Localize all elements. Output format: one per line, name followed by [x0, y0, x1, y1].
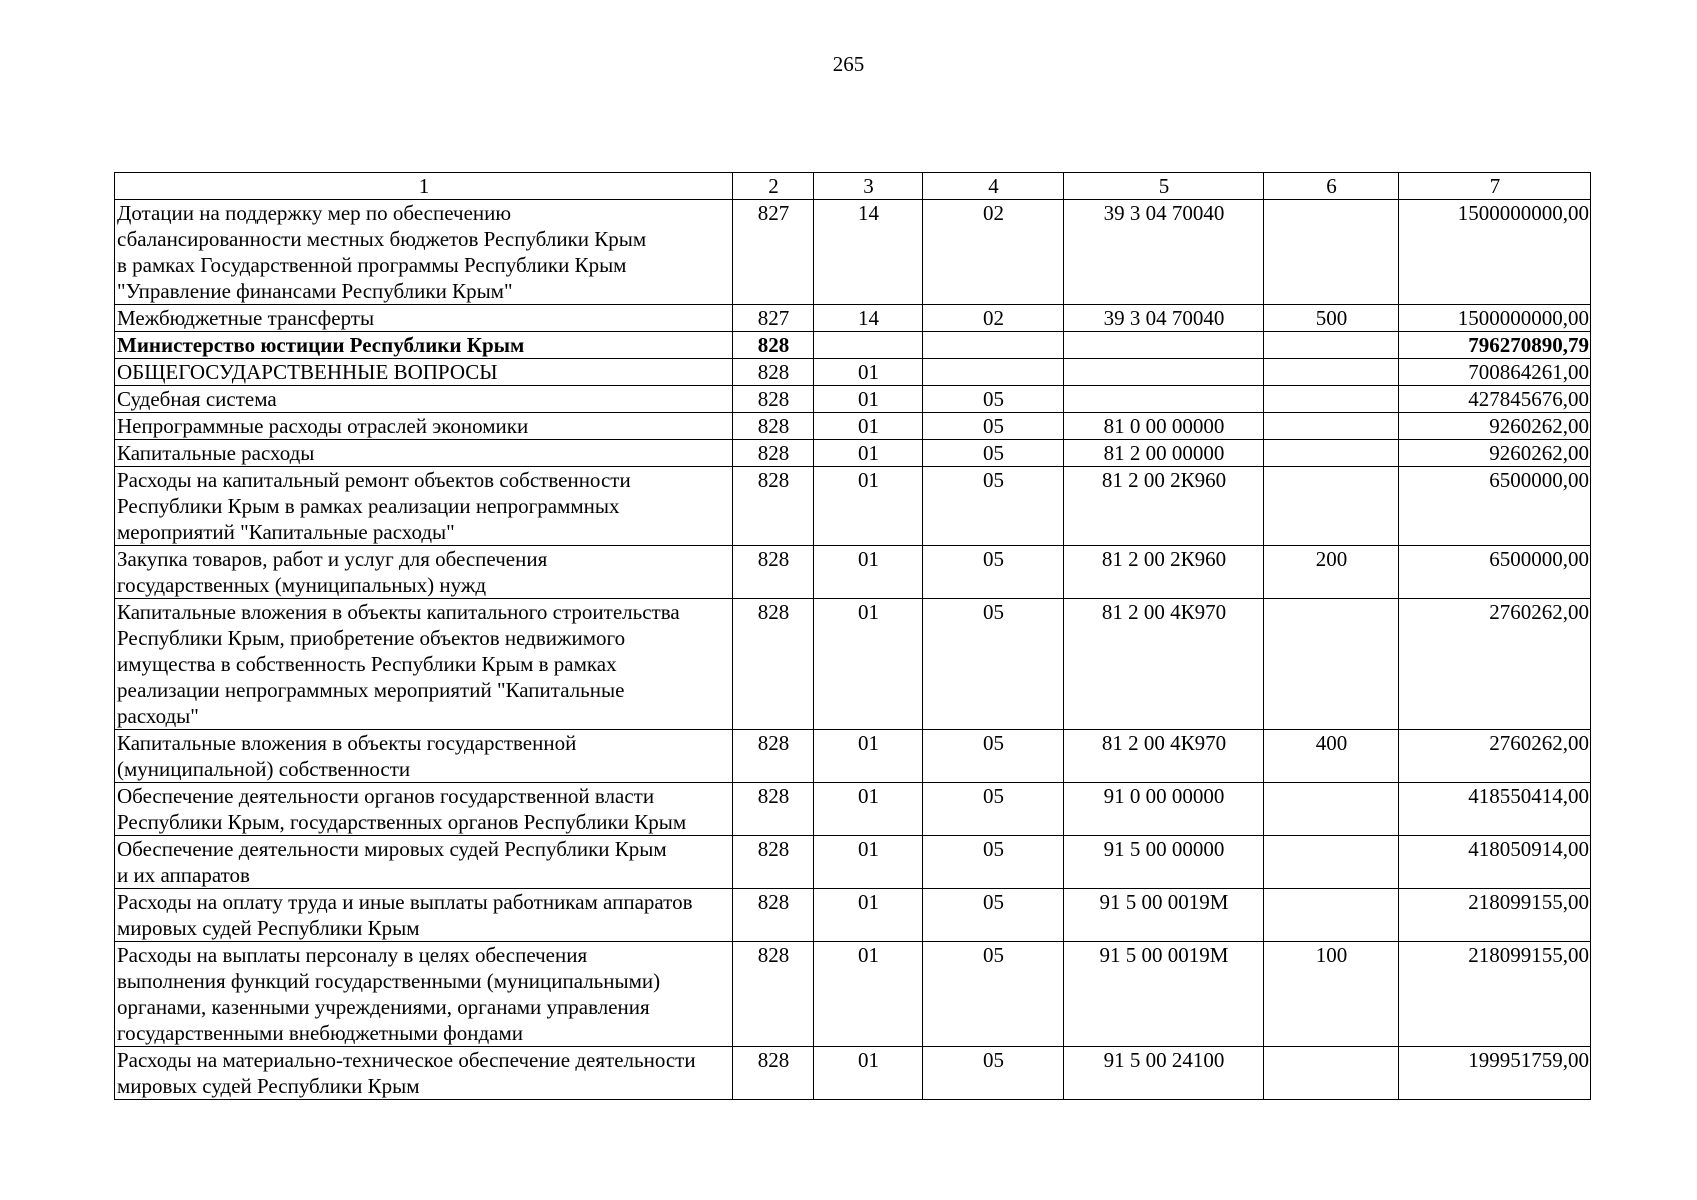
table-row: [115, 386, 1591, 413]
cell-c4: 05: [923, 440, 1064, 467]
cell-c4: [923, 332, 1064, 359]
cell-c4: 05: [923, 836, 1064, 889]
row-name-line: в рамках Государственной программы Республики Крым: [117, 253, 627, 277]
amount-cell: 9260262,00: [1399, 440, 1591, 467]
amount-cell: 2760262,00: [1399, 730, 1591, 783]
row-name-cell: [115, 783, 733, 836]
row-name-line: Расходы на материально-техническое обеспечение деятельности: [117, 1048, 696, 1072]
row-name-cell: [115, 359, 733, 386]
cell-c4: 05: [923, 413, 1064, 440]
row-name-line: Межбюджетные трансферты: [117, 306, 375, 330]
cell-c2: 828: [733, 1047, 814, 1100]
cell-c4: 05: [923, 730, 1064, 783]
table-row: [115, 730, 1591, 783]
cell-c6: 500: [1264, 305, 1399, 332]
cell-c6: 200: [1264, 546, 1399, 599]
amount-cell: 218099155,00: [1399, 942, 1591, 1047]
cell-c3: 01: [814, 889, 923, 942]
cell-c4: 05: [923, 1047, 1064, 1100]
row-name-cell: [115, 305, 733, 332]
row-name-cell: [115, 546, 733, 599]
row-name-line: имущества в собственность Республики Крым в рамках: [117, 652, 617, 676]
row-name-cell: [115, 889, 733, 942]
row-name-line: реализации непрограммных мероприятий "Капитальные: [117, 678, 625, 702]
cell-c3: [814, 332, 923, 359]
cell-c3: 01: [814, 783, 923, 836]
cell-c6: [1264, 386, 1399, 413]
amount-cell: 418050914,00: [1399, 836, 1591, 889]
table-row: [115, 413, 1591, 440]
amount-cell: 418550414,00: [1399, 783, 1591, 836]
cell-c4: 05: [923, 386, 1064, 413]
cell-c2: 828: [733, 942, 814, 1047]
row-name-line: Обеспечение деятельности мировых судей Республики Крым: [117, 837, 667, 861]
table-row: [115, 1047, 1591, 1100]
cell-c5: 81 0 00 00000: [1064, 413, 1264, 440]
row-name-cell: [115, 332, 733, 359]
row-name-cell: [115, 836, 733, 889]
row-name-line: Капитальные вложения в объекты государственной: [117, 731, 577, 755]
cell-c4: 05: [923, 783, 1064, 836]
table-row: [115, 546, 1591, 599]
cell-c6: [1264, 200, 1399, 305]
cell-c6: [1264, 889, 1399, 942]
cell-c2: 828: [733, 836, 814, 889]
cell-c4: 05: [923, 467, 1064, 546]
table-row: [115, 467, 1591, 546]
cell-c4: [923, 359, 1064, 386]
row-name-line: сбалансированности местных бюджетов Республики Крым: [117, 227, 647, 251]
cell-c6: [1264, 1047, 1399, 1100]
cell-c6: [1264, 359, 1399, 386]
amount-cell: 6500000,00: [1399, 467, 1591, 546]
amount-cell: 2760262,00: [1399, 599, 1591, 730]
cell-c5: 39 3 04 70040: [1064, 305, 1264, 332]
cell-c5: 81 2 00 4К970: [1064, 730, 1264, 783]
cell-c2: 828: [733, 730, 814, 783]
row-name-line: государственными внебюджетными фондами: [117, 1021, 524, 1045]
table-row: [115, 359, 1591, 386]
cell-c3: 14: [814, 200, 923, 305]
row-name-line: Расходы на капитальный ремонт объектов собственности: [117, 468, 631, 492]
cell-c5: [1064, 359, 1264, 386]
table-row: [115, 440, 1591, 467]
row-name-line: Республики Крым, приобретение объектов недвижимого: [117, 626, 626, 650]
row-name-line: Расходы на выплаты персоналу в целях обеспечения: [117, 943, 588, 967]
cell-c3: 01: [814, 599, 923, 730]
table-row: [115, 200, 1591, 305]
cell-c3: 01: [814, 413, 923, 440]
cell-c5: 81 2 00 00000: [1064, 440, 1264, 467]
row-name-line: мероприятий "Капитальные расходы": [117, 520, 455, 544]
row-name-line: Закупка товаров, работ и услуг для обеспечения: [117, 547, 548, 571]
cell-c6: [1264, 836, 1399, 889]
cell-c3: 01: [814, 440, 923, 467]
cell-c6: 400: [1264, 730, 1399, 783]
row-name-line: Министерство юстиции Республики Крым: [117, 333, 525, 357]
cell-c2: 827: [733, 200, 814, 305]
cell-c3: 01: [814, 386, 923, 413]
page-number: 265: [832, 52, 865, 76]
amount-cell: 1500000000,00: [1399, 200, 1591, 305]
cell-c3: 01: [814, 359, 923, 386]
row-name-line: Капитальные вложения в объекты капитального строительства: [117, 600, 680, 624]
row-name-line: Обеспечение деятельности органов государственной власти: [117, 784, 655, 808]
cell-c5: 91 5 00 0019М: [1064, 889, 1264, 942]
cell-c6: [1264, 467, 1399, 546]
budget-table: [114, 172, 1591, 1100]
row-name-line: Непрограммные расходы отраслей экономики: [117, 414, 529, 438]
row-name-line: органами, казенными учреждениями, органами управления: [117, 995, 650, 1019]
cell-c6: [1264, 413, 1399, 440]
header-row: [115, 173, 1591, 200]
cell-c2: 828: [733, 332, 814, 359]
table-row: [115, 599, 1591, 730]
cell-c2: 828: [733, 783, 814, 836]
row-name-cell: [115, 467, 733, 546]
amount-cell: 796270890,79: [1399, 332, 1591, 359]
cell-c2: 827: [733, 305, 814, 332]
cell-c2: 828: [733, 386, 814, 413]
cell-c5: 91 5 00 00000: [1064, 836, 1264, 889]
amount-cell: 218099155,00: [1399, 889, 1591, 942]
cell-c4: 05: [923, 599, 1064, 730]
row-name-cell: [115, 200, 733, 305]
row-name-cell: [115, 386, 733, 413]
cell-c6: [1264, 332, 1399, 359]
amount-cell: 199951759,00: [1399, 1047, 1591, 1100]
cell-c3: 01: [814, 836, 923, 889]
cell-c6: [1264, 440, 1399, 467]
table-row: [115, 889, 1591, 942]
table-body: [115, 200, 1591, 1100]
row-name-line: Республики Крым, государственных органов Республики Крым: [117, 810, 687, 834]
cell-c5: 91 0 00 00000: [1064, 783, 1264, 836]
row-name-line: мировых судей Республики Крым: [117, 916, 420, 940]
cell-c5: 39 3 04 70040: [1064, 200, 1264, 305]
row-name-line: ОБЩЕГОСУДАРСТВЕННЫЕ ВОПРОСЫ: [117, 360, 498, 384]
row-name-cell: [115, 440, 733, 467]
amount-cell: 9260262,00: [1399, 413, 1591, 440]
row-name-cell: [115, 942, 733, 1047]
row-name-line: "Управление финансами Республики Крым": [117, 279, 513, 303]
column-header-3: 3: [814, 173, 923, 200]
amount-cell: 700864261,00: [1399, 359, 1591, 386]
column-header-7: 7: [1399, 173, 1591, 200]
table-row: [115, 305, 1591, 332]
table-row: [115, 783, 1591, 836]
cell-c2: 828: [733, 467, 814, 546]
cell-c6: 100: [1264, 942, 1399, 1047]
cell-c3: 01: [814, 942, 923, 1047]
column-header-4: 4: [923, 173, 1064, 200]
row-name-cell: [115, 599, 733, 730]
column-header-1: 1: [115, 173, 733, 200]
cell-c4: 02: [923, 200, 1064, 305]
row-name-cell: [115, 413, 733, 440]
cell-c2: 828: [733, 889, 814, 942]
row-name-cell: [115, 1047, 733, 1100]
cell-c3: 01: [814, 467, 923, 546]
cell-c4: 02: [923, 305, 1064, 332]
cell-c2: 828: [733, 546, 814, 599]
row-name-line: Судебная система: [117, 387, 277, 411]
cell-c6: [1264, 783, 1399, 836]
cell-c3: 01: [814, 1047, 923, 1100]
cell-c4: 05: [923, 942, 1064, 1047]
cell-c3: 01: [814, 546, 923, 599]
cell-c3: 14: [814, 305, 923, 332]
cell-c5: [1064, 386, 1264, 413]
cell-c2: 828: [733, 413, 814, 440]
cell-c4: 05: [923, 889, 1064, 942]
amount-cell: 1500000000,00: [1399, 305, 1591, 332]
row-name-line: (муниципальной) собственности: [117, 757, 411, 781]
row-name-cell: [115, 730, 733, 783]
table-row: [115, 942, 1591, 1047]
row-name-line: мировых судей Республики Крым: [117, 1074, 420, 1098]
cell-c6: [1264, 599, 1399, 730]
cell-c5: 91 5 00 24100: [1064, 1047, 1264, 1100]
cell-c5: [1064, 332, 1264, 359]
row-name-line: расходы": [117, 704, 199, 728]
row-name-line: государственных (муниципальных) нужд: [117, 573, 487, 597]
row-name-line: Расходы на оплату труда и иные выплаты работникам аппаратов: [117, 890, 693, 914]
cell-c5: 81 2 00 2К960: [1064, 546, 1264, 599]
amount-cell: 6500000,00: [1399, 546, 1591, 599]
cell-c5: 81 2 00 4К970: [1064, 599, 1264, 730]
column-header-6: 6: [1264, 173, 1399, 200]
cell-c2: 828: [733, 359, 814, 386]
row-name-line: Капитальные расходы: [117, 441, 315, 465]
amount-cell: 427845676,00: [1399, 386, 1591, 413]
cell-c3: 01: [814, 730, 923, 783]
row-name-line: выполнения функций государственными (муниципальными): [117, 969, 661, 993]
table-row: [115, 836, 1591, 889]
row-name-line: Дотации на поддержку мер по обеспечению: [117, 201, 512, 225]
cell-c5: 81 2 00 2К960: [1064, 467, 1264, 546]
column-header-2: 2: [733, 173, 814, 200]
row-name-line: и их аппаратов: [117, 863, 250, 887]
cell-c4: 05: [923, 546, 1064, 599]
cell-c2: 828: [733, 599, 814, 730]
cell-c2: 828: [733, 440, 814, 467]
cell-c5: 91 5 00 0019М: [1064, 942, 1264, 1047]
row-name-line: Республики Крым в рамках реализации непрограммных: [117, 494, 620, 518]
table-row: [115, 332, 1591, 359]
column-header-5: 5: [1064, 173, 1264, 200]
